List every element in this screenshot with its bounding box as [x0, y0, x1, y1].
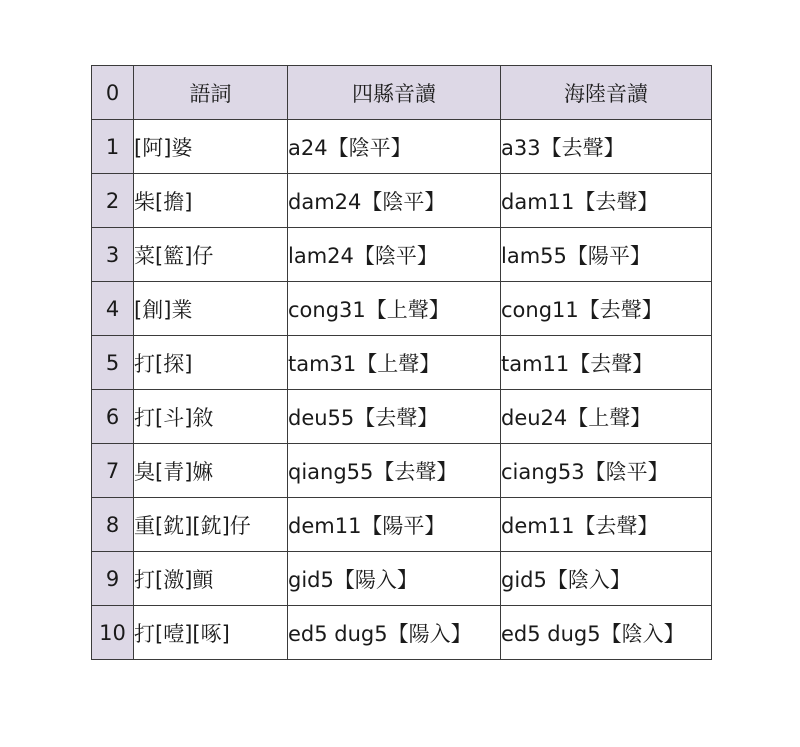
header-row: [92, 66, 712, 120]
row-sixian: cong31【上聲】: [288, 282, 501, 336]
row-hailu: dem11【去聲】: [501, 498, 712, 552]
pronunciation-table: [91, 65, 712, 660]
row-sixian: lam24【陰平】: [288, 228, 501, 282]
row-word: 打[激]顫: [134, 552, 288, 606]
row-hailu: tam11【去聲】: [501, 336, 712, 390]
table-row: [92, 228, 712, 282]
row-sixian: a24【陰平】: [288, 120, 501, 174]
table-row: [92, 390, 712, 444]
row-index: 6: [92, 390, 134, 444]
table-row: [92, 282, 712, 336]
row-word: 菜[籃]仔: [134, 228, 288, 282]
table-row: [92, 606, 712, 660]
header-word: 語詞: [134, 66, 288, 120]
header-hailu: 海陸音讀: [501, 66, 712, 120]
table-row: [92, 336, 712, 390]
row-hailu: ciang53【陰平】: [501, 444, 712, 498]
row-index: 5: [92, 336, 134, 390]
row-index: 2: [92, 174, 134, 228]
row-word: 臭[青]嫲: [134, 444, 288, 498]
row-sixian: tam31【上聲】: [288, 336, 501, 390]
table-row: [92, 498, 712, 552]
row-index: 4: [92, 282, 134, 336]
row-hailu: gid5【陰入】: [501, 552, 712, 606]
row-sixian: gid5【陽入】: [288, 552, 501, 606]
row-word: [創]業: [134, 282, 288, 336]
row-word: [阿]婆: [134, 120, 288, 174]
row-index: 9: [92, 552, 134, 606]
table-row: [92, 120, 712, 174]
row-hailu: deu24【上聲】: [501, 390, 712, 444]
table-row: [92, 174, 712, 228]
row-word: 打[噎][啄]: [134, 606, 288, 660]
table-row: [92, 444, 712, 498]
row-word: 打[探]: [134, 336, 288, 390]
header-index: 0: [92, 66, 134, 120]
row-index: 3: [92, 228, 134, 282]
row-index: 7: [92, 444, 134, 498]
row-sixian: dem11【陽平】: [288, 498, 501, 552]
row-sixian: qiang55【去聲】: [288, 444, 501, 498]
row-word: 打[斗]敘: [134, 390, 288, 444]
row-hailu: ed5 dug5【陰入】: [501, 606, 712, 660]
header-sixian: 四縣音讀: [288, 66, 501, 120]
row-word: 柴[擔]: [134, 174, 288, 228]
row-sixian: ed5 dug5【陽入】: [288, 606, 501, 660]
row-hailu: lam55【陽平】: [501, 228, 712, 282]
row-sixian: dam24【陰平】: [288, 174, 501, 228]
row-hailu: cong11【去聲】: [501, 282, 712, 336]
row-sixian: deu55【去聲】: [288, 390, 501, 444]
row-hailu: a33【去聲】: [501, 120, 712, 174]
row-hailu: dam11【去聲】: [501, 174, 712, 228]
row-index: 1: [92, 120, 134, 174]
row-word: 重[鈂][鈂]仔: [134, 498, 288, 552]
row-index: 10: [92, 606, 134, 660]
table-row: [92, 552, 712, 606]
row-index: 8: [92, 498, 134, 552]
